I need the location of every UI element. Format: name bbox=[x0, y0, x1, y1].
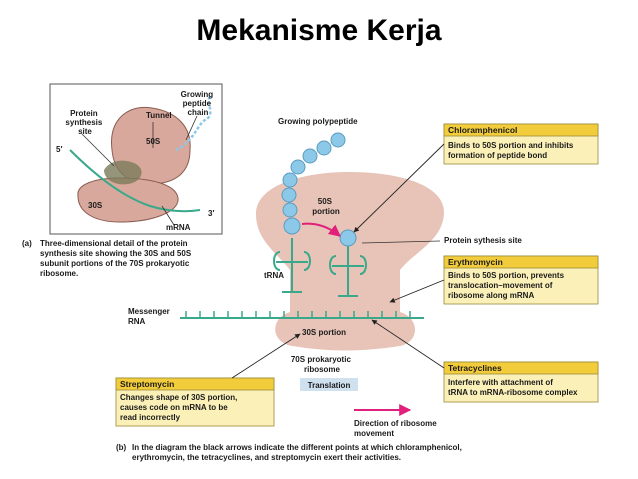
tetracyclines-title: Tetracyclines bbox=[448, 363, 502, 373]
box-chloramphenicol bbox=[444, 124, 598, 164]
erythromycin-desc: Binds to 50S portion, prevents translocation–movement of ribosome along mRNA bbox=[448, 271, 565, 300]
box-erythromycin bbox=[444, 256, 598, 304]
label-70s-ribosome: 70S prokaryotic ribosome bbox=[290, 355, 351, 374]
erythromycin-title: Erythromycin bbox=[448, 257, 503, 267]
streptomycin-title: Streptomycin bbox=[120, 379, 175, 389]
label-direction: Direction of ribosome movement bbox=[354, 419, 437, 438]
inset-label-mrna: mRNA bbox=[166, 223, 191, 232]
chloramphenicol-desc: Binds to 50S portion and inhibits formation of peptide bond bbox=[448, 141, 574, 160]
inset-label-3prime: 3′ bbox=[208, 209, 215, 218]
tetracyclines-desc: Interfere with attachment of tRNA to mRNA-ribosome complex bbox=[448, 378, 578, 397]
caption-b: (b) In the diagram the black arrows indicate the different points at which chloramphenicol, erythromycin, the tetracyclines, and streptomycin exert their activities. bbox=[116, 443, 462, 462]
label-translation: Translation bbox=[307, 381, 351, 390]
slide-title: Mekanisme Kerja bbox=[196, 14, 442, 47]
streptomycin-desc: Changes shape of 30S portion, causes code on mRNA to be read incorrectly bbox=[120, 393, 238, 422]
caption-a: (a) Three-dimensional detail of the protein synthesis site showing the 30S and 50S subunit portions of the 70S prokaryotic ribosome. bbox=[22, 239, 192, 278]
inset-label-50s: 50S bbox=[146, 137, 161, 146]
box-streptomycin bbox=[116, 378, 274, 426]
label-trna: tRNA bbox=[264, 271, 284, 280]
box-tetracyclines bbox=[444, 362, 598, 402]
inset-label-growing-peptide: Growing peptide chain bbox=[180, 90, 214, 117]
inset-label-5prime: 5′ bbox=[56, 145, 63, 154]
label-protein-synthesis-site: Protein sythesis site bbox=[444, 236, 522, 245]
arrow-streptomycin bbox=[232, 334, 300, 378]
inset-label-protein-site: Protein synthesis site bbox=[65, 109, 103, 136]
inset-label-30s: 30S bbox=[88, 201, 103, 210]
label-50s-portion: 50S portion bbox=[312, 197, 340, 216]
inset-label-tunnel: Tunnel bbox=[146, 111, 172, 120]
inset-panel-a bbox=[22, 84, 222, 278]
label-30s-portion: 30S portion bbox=[302, 328, 347, 337]
chloramphenicol-title: Chloramphenicol bbox=[448, 125, 518, 135]
label-messenger-rna: Messenger RNA bbox=[128, 307, 170, 326]
label-growing-polypeptide: Growing polypeptide bbox=[278, 117, 358, 126]
